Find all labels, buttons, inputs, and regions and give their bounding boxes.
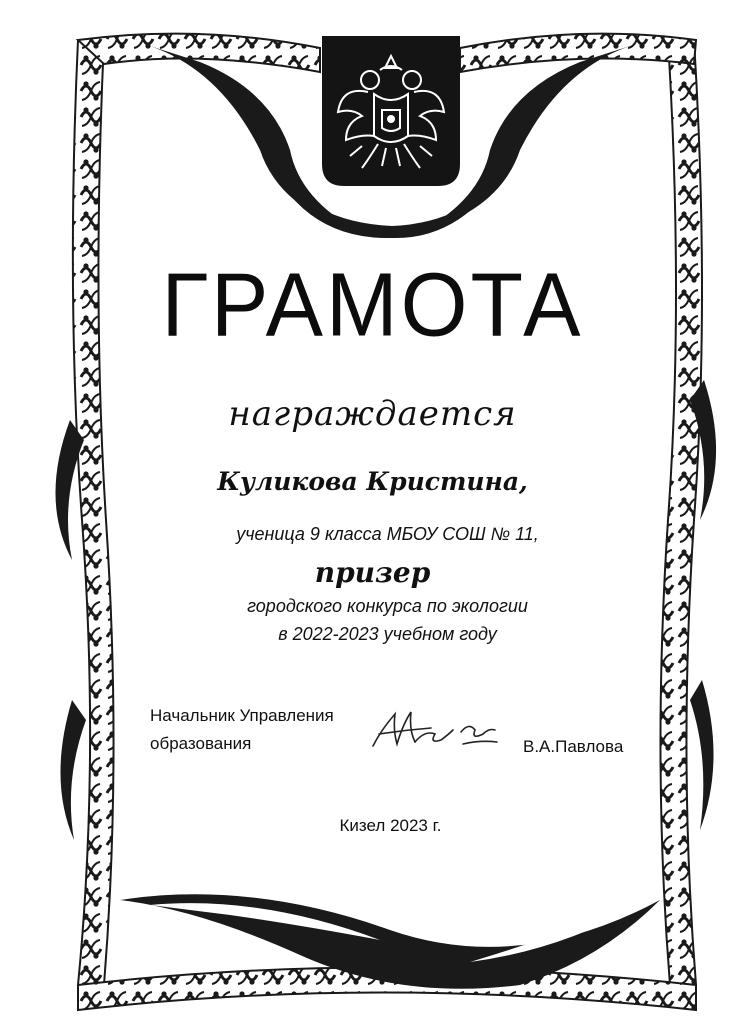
frame-left	[73, 40, 114, 985]
recipient-name: Куликова Кристина,	[217, 467, 528, 496]
contest-line: городского конкурса по экологии	[247, 596, 528, 616]
signatory-name: В.А.Павлова	[523, 737, 624, 756]
place-label: призер	[314, 556, 431, 589]
frame-right	[660, 40, 702, 985]
certificate-title: ГРАМОТА	[161, 254, 584, 356]
signatory-title-line2: образования	[150, 734, 252, 753]
signatory-title-line1: Начальник Управления	[150, 706, 334, 725]
handwritten-signature	[365, 700, 505, 760]
coat-of-arms-icon	[322, 36, 460, 188]
student-line: ученица 9 класса МБОУ СОШ № 11,	[236, 524, 539, 544]
awarded-label: награждается	[228, 394, 517, 434]
city-year: Кизел 2023 г.	[339, 816, 442, 835]
year-line: в 2022-2023 учебном году	[278, 624, 497, 644]
